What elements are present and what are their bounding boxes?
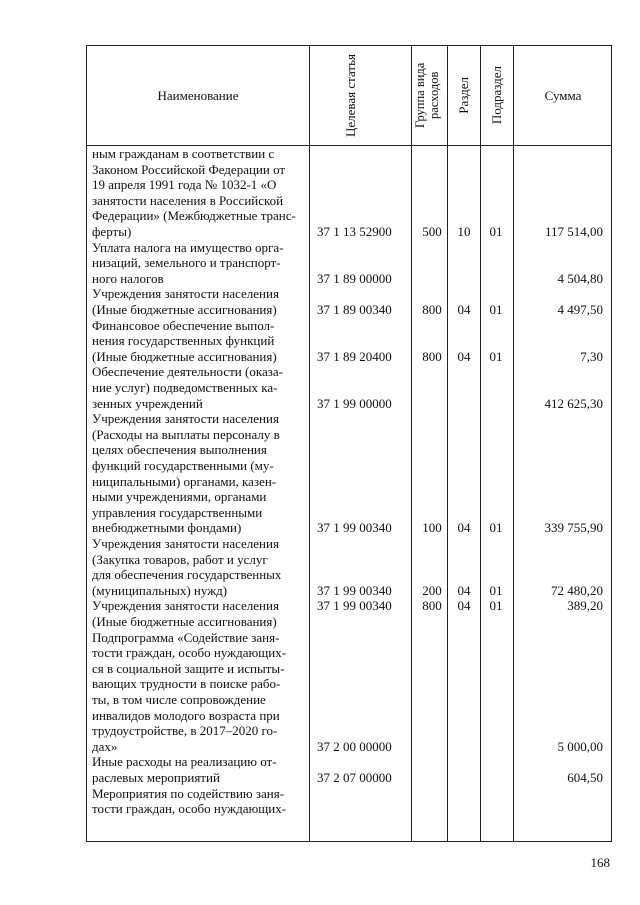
table-row (87, 364, 611, 411)
description-line: (Закупка товаров, работ и услуг (92, 551, 268, 567)
description-line: зенных учреждений (92, 395, 203, 411)
description-line: (Иные бюджетные ассигнования) (92, 613, 277, 629)
description-line: трудоустройстве, в 2017–2020 го- (92, 723, 278, 739)
row-subsection: 01 (489, 224, 503, 239)
row-subsection: 01 (489, 582, 503, 598)
row-target-code: 37 1 99 00340 (317, 520, 392, 536)
row-target-code: 37 2 00 00000 (317, 738, 392, 754)
row-section: 04 (457, 301, 471, 317)
table-row (87, 240, 611, 287)
row-sum: 72 480,20 (551, 582, 603, 598)
page-number: 168 (590, 855, 610, 870)
row-target-code: 37 1 99 00340 (317, 582, 392, 598)
header-target-text: Целевая статья (343, 53, 358, 137)
header-target (309, 46, 411, 145)
description-line: (муниципальных) нужд) (92, 582, 228, 598)
row-sum: 604,50 (567, 769, 603, 785)
description-line: ты, в том числе сопровождение (92, 691, 266, 707)
row-subsection: 01 (489, 520, 503, 536)
table-row (87, 411, 611, 536)
row-sum: 5 000,00 (557, 738, 603, 754)
description-line: вающих трудности в поиске рабо- (92, 676, 281, 692)
description-line: ние услуг) подведомственных ка- (92, 379, 278, 395)
table-row (87, 786, 611, 817)
row-sum: 4 497,50 (557, 301, 603, 317)
row-subsection: 01 (489, 301, 503, 317)
description-line: дах» (92, 738, 118, 754)
description-line: ниципальными) органами, казен- (92, 473, 277, 489)
row-target-code: 37 1 99 00000 (317, 395, 392, 411)
description-line: ного налогов (92, 270, 164, 286)
row-description (92, 240, 307, 287)
row-description (92, 630, 307, 755)
description-line: ным гражданам в соответствии с (92, 146, 275, 161)
row-sum: 7,30 (580, 348, 603, 364)
description-line: низаций, земельного и транспорт- (92, 255, 281, 271)
row-sum: 389,20 (567, 598, 603, 614)
description-line: (Иные бюджетные ассигнования) (92, 301, 277, 317)
row-group: 500 (422, 224, 442, 239)
row-target-code: 37 1 89 20400 (317, 348, 392, 364)
row-target-code: 37 1 13 52900 (317, 224, 392, 239)
description-line: ными учреждениями, органами (92, 489, 267, 505)
row-sum: 412 625,30 (544, 395, 603, 411)
description-line: для обеспечения государственных (92, 567, 282, 583)
row-group: 800 (422, 301, 442, 317)
row-sum: 339 755,90 (544, 520, 603, 536)
row-section: 04 (457, 582, 471, 598)
description-line: Учреждения занятости населения (92, 411, 279, 427)
row-description (92, 364, 307, 411)
row-group: 100 (422, 520, 442, 536)
description-line: Иные расходы на реализацию от- (92, 754, 277, 770)
row-sum: 4 504,80 (557, 270, 603, 286)
header-sum-text: Сумма (544, 88, 582, 103)
description-line: Финансовое обеспечение выпол- (92, 317, 275, 333)
row-description (92, 318, 307, 365)
row-group: 800 (422, 598, 442, 614)
description-line: Федерации» (Межбюджетные транс- (92, 208, 296, 224)
row-description (92, 786, 307, 817)
table-row (87, 286, 611, 317)
description-line: инвалидов молодого возраста при (92, 707, 280, 723)
description-line: Учреждения занятости населения (92, 536, 279, 551)
description-line: ся в социальной защите и испыты- (92, 660, 285, 676)
description-line: раслевых мероприятий (92, 769, 220, 785)
header-sum (513, 46, 613, 145)
row-description (92, 411, 307, 536)
header-name-text: Наименование (157, 88, 239, 103)
header-subsection (480, 46, 513, 145)
row-description (92, 598, 307, 629)
table-row (87, 598, 611, 629)
description-line: тости граждан, особо нуждающих- (92, 645, 287, 661)
description-line: Учреждения занятости населения (92, 598, 279, 614)
row-description (92, 146, 307, 240)
description-line: Законом Российской Федерации от (92, 161, 286, 177)
row-section: 10 (457, 224, 471, 239)
table-row (87, 318, 611, 365)
description-line: нения государственных функций (92, 333, 275, 349)
budget-table (86, 45, 612, 842)
row-section: 04 (457, 520, 471, 536)
description-line: функций государственными (му- (92, 457, 274, 473)
row-description (92, 286, 307, 317)
header-group (411, 46, 447, 145)
header-group-text: Группа вида расходов (413, 62, 441, 129)
row-section: 04 (457, 598, 471, 614)
row-group: 200 (422, 582, 442, 598)
row-description (92, 754, 307, 785)
header-name (87, 46, 309, 145)
header-subsection-text: Подраздел (489, 66, 504, 125)
description-line: Мероприятия по содействию заня- (92, 785, 285, 801)
description-line: тости граждан, особо нуждающих- (92, 801, 287, 817)
description-line: Подпрограмма «Содействие заня- (92, 629, 280, 645)
description-line: внебюджетными фондами) (92, 520, 242, 536)
row-target-code: 37 1 99 00340 (317, 598, 392, 614)
table-row (87, 536, 611, 598)
row-target-code: 37 1 89 00340 (317, 301, 392, 317)
row-subsection: 01 (489, 598, 503, 614)
row-section: 04 (457, 348, 471, 364)
row-subsection: 01 (489, 348, 503, 364)
row-target-code: 37 1 89 00000 (317, 270, 392, 286)
description-line: целях обеспечения выполнения (92, 442, 267, 458)
row-group: 800 (422, 348, 442, 364)
row-description (92, 536, 307, 598)
description-line: занятости населения в Российской (92, 192, 284, 208)
table-row (87, 146, 611, 240)
header-section (447, 46, 480, 145)
row-sum: 117 514,00 (544, 224, 603, 239)
description-line: Учреждения занятости населения (92, 286, 279, 302)
description-line: 19 апреля 1991 года № 1032-1 «О (92, 177, 277, 193)
description-line: (Иные бюджетные ассигнования) (92, 348, 277, 364)
description-line: ферты) (92, 223, 132, 239)
table-row (87, 630, 611, 755)
description-line: (Расходы на выплаты персоналу в (92, 426, 280, 442)
description-line: Обеспечение деятельности (оказа- (92, 364, 283, 380)
header-section-text: Раздел (456, 77, 471, 114)
description-line: Уплата налога на имущество орга- (92, 239, 284, 255)
row-target-code: 37 2 07 00000 (317, 769, 392, 785)
description-line: управления государственными (92, 504, 263, 520)
table-row (87, 754, 611, 785)
